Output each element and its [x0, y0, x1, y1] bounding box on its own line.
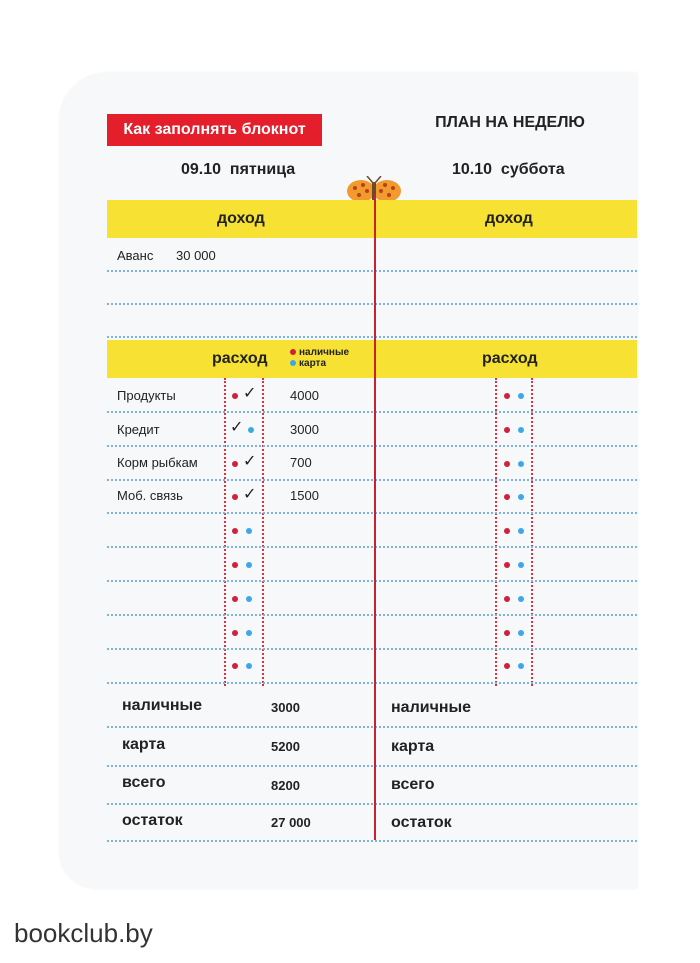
expense-row-amount: 700: [290, 455, 312, 470]
card-dot: [518, 562, 524, 568]
expense-row-name: Корм рыбкам: [117, 455, 198, 470]
total-all-label: всего: [122, 774, 166, 791]
total-all-label-day-2: всего: [391, 776, 435, 793]
ruled-line: [107, 303, 637, 305]
total-card-label: карта: [122, 736, 166, 753]
card-dot: [246, 663, 252, 669]
balance-label-day-2: остаток: [391, 814, 452, 831]
payment-legend: [290, 347, 349, 369]
card-dot: [518, 494, 524, 500]
card-dot: [518, 630, 524, 636]
expense-row-name: Кредит: [117, 422, 160, 437]
cash-dot: [232, 461, 238, 467]
method-column-border: [262, 378, 264, 686]
card-dot: [518, 461, 524, 467]
balance-label: остаток: [122, 812, 183, 829]
cash-dot: [504, 630, 510, 636]
day-1-date: 09.10 пятница: [181, 161, 296, 178]
cash-dot: [290, 349, 296, 355]
method-column-border: [531, 378, 533, 686]
day-divider-line: [374, 195, 376, 840]
card-dot: [518, 393, 524, 399]
ruled-line: [107, 479, 637, 481]
expense-row-name: Моб. связь: [117, 488, 183, 503]
card-dot: [246, 596, 252, 602]
how-to-fill-label: Как заполнять блокнот: [107, 114, 322, 146]
card-dot: [518, 596, 524, 602]
cash-dot: [232, 663, 238, 669]
cash-dot: [504, 393, 510, 399]
card-dot: [246, 562, 252, 568]
expense-row-amount: 3000: [290, 422, 319, 437]
legend-cash: наличные: [299, 347, 350, 358]
ruled-line: [107, 512, 637, 514]
income-row-amount: 30 000: [176, 248, 216, 263]
card-dot: [290, 360, 296, 366]
card-dot: [518, 663, 524, 669]
ruled-line: [107, 840, 637, 842]
cash-dot: [504, 427, 510, 433]
ruled-line: [107, 803, 637, 805]
income-label-day-2: доход: [485, 210, 533, 227]
expense-label-day-2: расход: [482, 350, 538, 367]
cash-dot: [504, 461, 510, 467]
cash-dot: [232, 630, 238, 636]
ruled-line: [107, 765, 637, 767]
total-card-value: 5200: [271, 739, 300, 754]
cash-dot: [504, 663, 510, 669]
cash-dot: [232, 494, 238, 500]
income-label-day-1: доход: [217, 210, 265, 227]
checkmark-icon: ✓: [230, 419, 244, 436]
total-cash-label-day-2: наличные: [391, 699, 472, 716]
checkmark-icon: ✓: [243, 385, 257, 402]
card-dot: [518, 528, 524, 534]
card-dot: [518, 427, 524, 433]
expense-row-amount: 1500: [290, 488, 319, 503]
balance-value: 27 000: [271, 815, 311, 830]
ruled-line: [107, 411, 637, 413]
income-header-bar: [107, 200, 637, 238]
cash-dot: [504, 494, 510, 500]
total-all-value: 8200: [271, 778, 300, 793]
ruled-line: [107, 580, 637, 582]
ruled-line: [107, 445, 637, 447]
cash-dot: [504, 528, 510, 534]
ruled-line: [107, 546, 637, 548]
expense-row-name: Продукты: [117, 388, 176, 403]
cash-dot: [232, 528, 238, 534]
method-column-border: [224, 378, 226, 686]
cash-dot: [232, 596, 238, 602]
ruled-line: [107, 648, 637, 650]
method-column-border: [495, 378, 497, 686]
plan-title: ПЛАН НА НЕДЕЛЮ: [435, 114, 585, 131]
ruled-line: [107, 682, 637, 684]
expense-label-day-1: расход: [212, 350, 268, 367]
cash-dot: [504, 596, 510, 602]
card-dot: [246, 528, 252, 534]
cash-dot: [232, 562, 238, 568]
income-row-name: Аванс: [117, 248, 154, 263]
checkmark-icon: ✓: [243, 486, 257, 503]
cash-dot: [232, 393, 238, 399]
ruled-line: [107, 270, 637, 272]
card-dot: [246, 630, 252, 636]
total-cash-value: 3000: [271, 700, 300, 715]
expense-header-bar: [107, 340, 637, 378]
checkmark-icon: ✓: [243, 453, 257, 470]
legend-card: карта: [299, 358, 327, 369]
cash-dot: [504, 562, 510, 568]
day-2-date: 10.10 суббота: [452, 161, 565, 178]
total-cash-label: наличные: [122, 697, 203, 714]
expense-row-amount: 4000: [290, 388, 319, 403]
ruled-line: [107, 726, 637, 728]
ruled-line: [107, 336, 637, 338]
ruled-line: [107, 614, 637, 616]
card-dot: [248, 427, 254, 433]
total-card-label-day-2: карта: [391, 738, 435, 755]
site-watermark: bookclub.by: [14, 918, 153, 948]
